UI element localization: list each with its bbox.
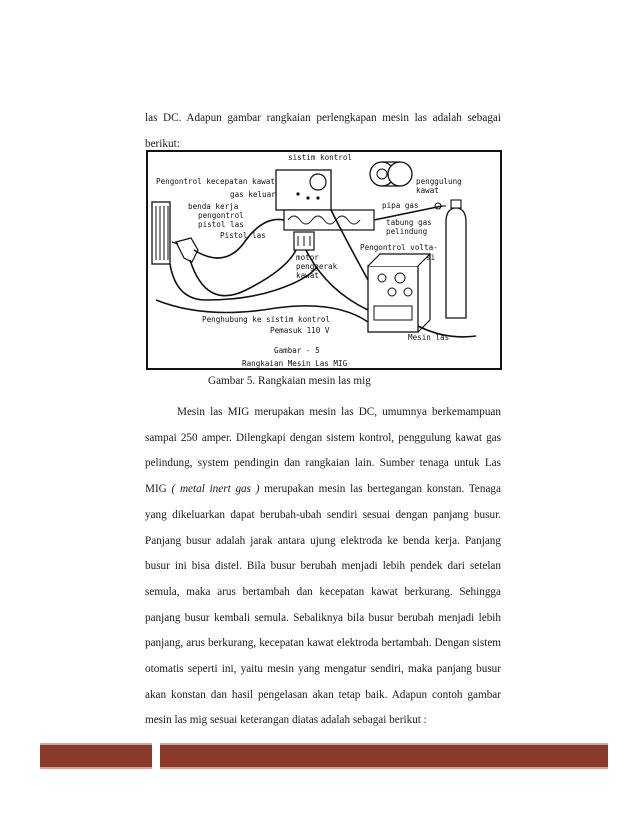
mig-welding-diagram (146, 150, 502, 370)
label-pelindung: pelindung (386, 227, 428, 236)
label-rangkaian-mig: Rangkaian Mesin Las MIG (242, 359, 348, 368)
label-pistol-las-1: pistol las (198, 220, 244, 229)
label-pistol-las-2: Pistol las (220, 231, 266, 240)
label-gambar-5: Gambar - 5 (274, 346, 320, 355)
footer-bar-right (160, 743, 608, 769)
intro-paragraph: las DC. Adapun gambar rangkaian perlengkapan mesin las adalah sebagai berikut: (145, 112, 501, 150)
label-penggerak: penggerak (296, 262, 338, 271)
label-pengontrol: pengontrol (198, 211, 244, 220)
label-pemasuk: Pemasuk 110 V (270, 326, 330, 335)
label-pengontrol-kecepatan: Pengontrol kecepatan kawat (156, 177, 275, 186)
label-tabung-gas: tabung gas (386, 218, 432, 227)
label-benda-kerja: benda kerja (188, 202, 239, 211)
body-paragraph (145, 400, 501, 734)
body-text-part-2: merupakan mesin las bertegangan konstan. Tenaga yang dikeluarkan dapat berubah-ubah sendiri sesuai dengan panjang busur. Panjang busur adalah jarak antara ujung elektroda ke benda kerja. Panjang busur ini bisa distel. Bila busur berubah menjadi lebih pendek dari setelan semula, maka arus bertambah dan kecepatan kawat berkurang. Sehingga panjang busur kembali semula. Sebaliknya bila busur berubah menjadi lebih panjang, arus berkurang, kecepatan kawat elektroda bertambah. Dengan sistem otomatis seperti ini, yaitu mesin yang mengatur sendiri, maka panjang busur akan konstan dan hasil pengelasan akan tetap baik. Adapun contoh gambar mesin las mig sesuai keterangan diatas adalah sebagai berikut : (145, 483, 501, 727)
wire-motor-drawing (294, 232, 314, 250)
wire-spool-drawing (370, 162, 412, 186)
label-gas-keluar: gas keluar (230, 190, 276, 199)
body-text-italic: ( metal inert gas ) (171, 483, 260, 496)
label-si: si (426, 253, 436, 262)
label-pipa-gas: pipa gas (382, 201, 419, 210)
label-kawat-1: kawat (416, 186, 439, 195)
label-mesin-las: Mesin las (408, 333, 450, 342)
footer-bar-left (40, 743, 152, 769)
figure-caption: Gambar 5. Rangkaian mesin las mig (208, 375, 371, 387)
workpiece-drawing (152, 202, 170, 264)
diagram-drawing (146, 150, 502, 370)
label-penghubung: Penghubung ke sistim kontrol (202, 315, 331, 324)
label-pengontrol-volta: Pengontrol volta- (360, 243, 438, 252)
label-penggulung: penggulung (416, 177, 462, 186)
label-motor: motor (296, 253, 319, 262)
body-text-part-1: Mesin las MIG merupakan mesin las DC, umumnya berkemampuan sampai 250 amper. Dilengkapi dengan sistem kontrol, penggulung kawat gas pelindung, system pendingin dan rangkaian lain. Sumber tenaga untuk Las MIG (145, 406, 501, 496)
label-sistim-kontrol: sistim kontrol (288, 153, 353, 162)
label-kawat-2: kawat (296, 271, 319, 280)
